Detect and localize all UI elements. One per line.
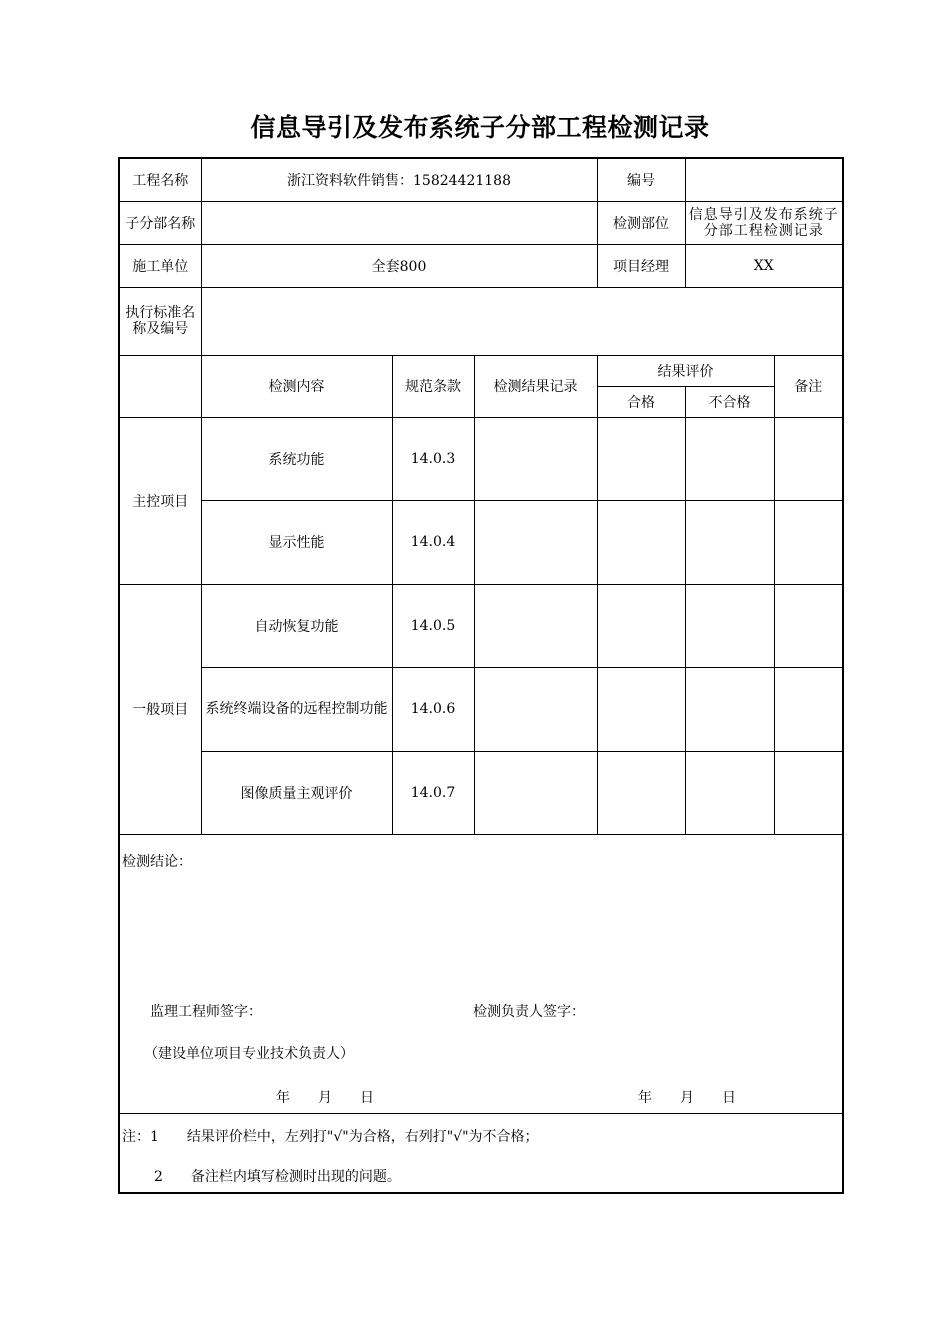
inspect-part-label: 检测部位 [597, 201, 685, 244]
item-record-cell[interactable] [474, 751, 597, 834]
item-pass-cell[interactable] [597, 500, 685, 584]
inspection-record-table [118, 157, 844, 1194]
supervisor-sign-label: 监理工程师签字： [150, 1003, 262, 1020]
item-fail-cell[interactable] [685, 584, 774, 667]
table-row [119, 751, 843, 834]
col-record-header: 检测结果记录 [474, 355, 597, 417]
conclusion-row [119, 834, 843, 1113]
item-content: 图像质量主观评价 [201, 751, 392, 834]
manager-value[interactable]: XX [685, 244, 843, 287]
item-clause: 14.0.6 [392, 667, 474, 751]
header-row-standard [119, 287, 843, 355]
manager-label: 项目经理 [597, 244, 685, 287]
note-line-1: 注：1 结果评价栏中，左列打"√"为合格，右列打"√"为不合格； [122, 1128, 539, 1145]
item-fail-cell[interactable] [685, 667, 774, 751]
item-fail-cell[interactable] [685, 500, 774, 584]
header-row-project [119, 158, 843, 201]
item-content: 自动恢复功能 [201, 584, 392, 667]
item-remark-cell[interactable] [774, 584, 843, 667]
item-remark-cell[interactable] [774, 751, 843, 834]
page-title: 信息导引及发布系统子分部工程检测记录 [250, 113, 710, 142]
conclusion-label: 检测结论： [122, 853, 192, 870]
group-label-main: 主控项目 [119, 417, 201, 584]
col-evaluation-header: 结果评价 [597, 355, 774, 386]
group-header-empty [119, 355, 201, 417]
item-record-cell[interactable] [474, 417, 597, 500]
notes-cell [119, 1113, 843, 1193]
table-row [119, 417, 843, 500]
item-clause: 14.0.7 [392, 751, 474, 834]
inspector-sign-label: 检测负责人签字： [473, 1003, 585, 1020]
col-remark-header: 备注 [774, 355, 843, 417]
standard-value[interactable] [201, 287, 843, 355]
project-name-label: 工程名称 [119, 158, 201, 201]
inspect-part-value[interactable]: 信息导引及发布系统子分部工程检测记录 [685, 201, 843, 244]
item-clause: 14.0.5 [392, 584, 474, 667]
table-row [119, 500, 843, 584]
owner-note: （建设单位项目专业技术负责人） [144, 1045, 354, 1062]
sub-division-label: 子分部名称 [119, 201, 201, 244]
item-fail-cell[interactable] [685, 751, 774, 834]
contractor-label: 施工单位 [119, 244, 201, 287]
header-row-subdivision [119, 201, 843, 244]
item-record-cell[interactable] [474, 500, 597, 584]
sub-division-value[interactable] [201, 201, 597, 244]
group-label-general: 一般项目 [119, 584, 201, 834]
col-content-header: 检测内容 [201, 355, 392, 417]
date-right: 年 月 日 [638, 1089, 736, 1106]
item-pass-cell[interactable] [597, 751, 685, 834]
item-pass-cell[interactable] [597, 417, 685, 500]
item-content: 显示性能 [201, 500, 392, 584]
item-pass-cell[interactable] [597, 584, 685, 667]
date-left: 年 月 日 [276, 1089, 374, 1106]
item-content: 系统功能 [201, 417, 392, 500]
item-clause: 14.0.4 [392, 500, 474, 584]
item-clause: 14.0.3 [392, 417, 474, 500]
header-row-contractor [119, 244, 843, 287]
conclusion-cell[interactable] [119, 834, 843, 1113]
col-pass-header: 合格 [597, 386, 685, 417]
item-pass-cell[interactable] [597, 667, 685, 751]
number-label: 编号 [597, 158, 685, 201]
standard-label: 执行标准名称及编号 [119, 287, 201, 355]
item-remark-cell[interactable] [774, 500, 843, 584]
item-record-cell[interactable] [474, 584, 597, 667]
table-row [119, 584, 843, 667]
col-fail-header: 不合格 [685, 386, 774, 417]
item-fail-cell[interactable] [685, 417, 774, 500]
item-content: 系统终端设备的远程控制功能 [201, 667, 392, 751]
item-remark-cell[interactable] [774, 667, 843, 751]
number-value[interactable] [685, 158, 843, 201]
table-row [119, 667, 843, 751]
note-line-2: 2 备注栏内填写检测时出现的问题。 [154, 1168, 401, 1185]
notes-row [119, 1113, 843, 1193]
item-remark-cell[interactable] [774, 417, 843, 500]
contractor-value[interactable]: 全套800 [201, 244, 597, 287]
col-clause-header: 规范条款 [392, 355, 474, 417]
column-header-row [119, 355, 843, 386]
project-name-value[interactable]: 浙江资料软件销售：15824421188 [201, 158, 597, 201]
item-record-cell[interactable] [474, 667, 597, 751]
